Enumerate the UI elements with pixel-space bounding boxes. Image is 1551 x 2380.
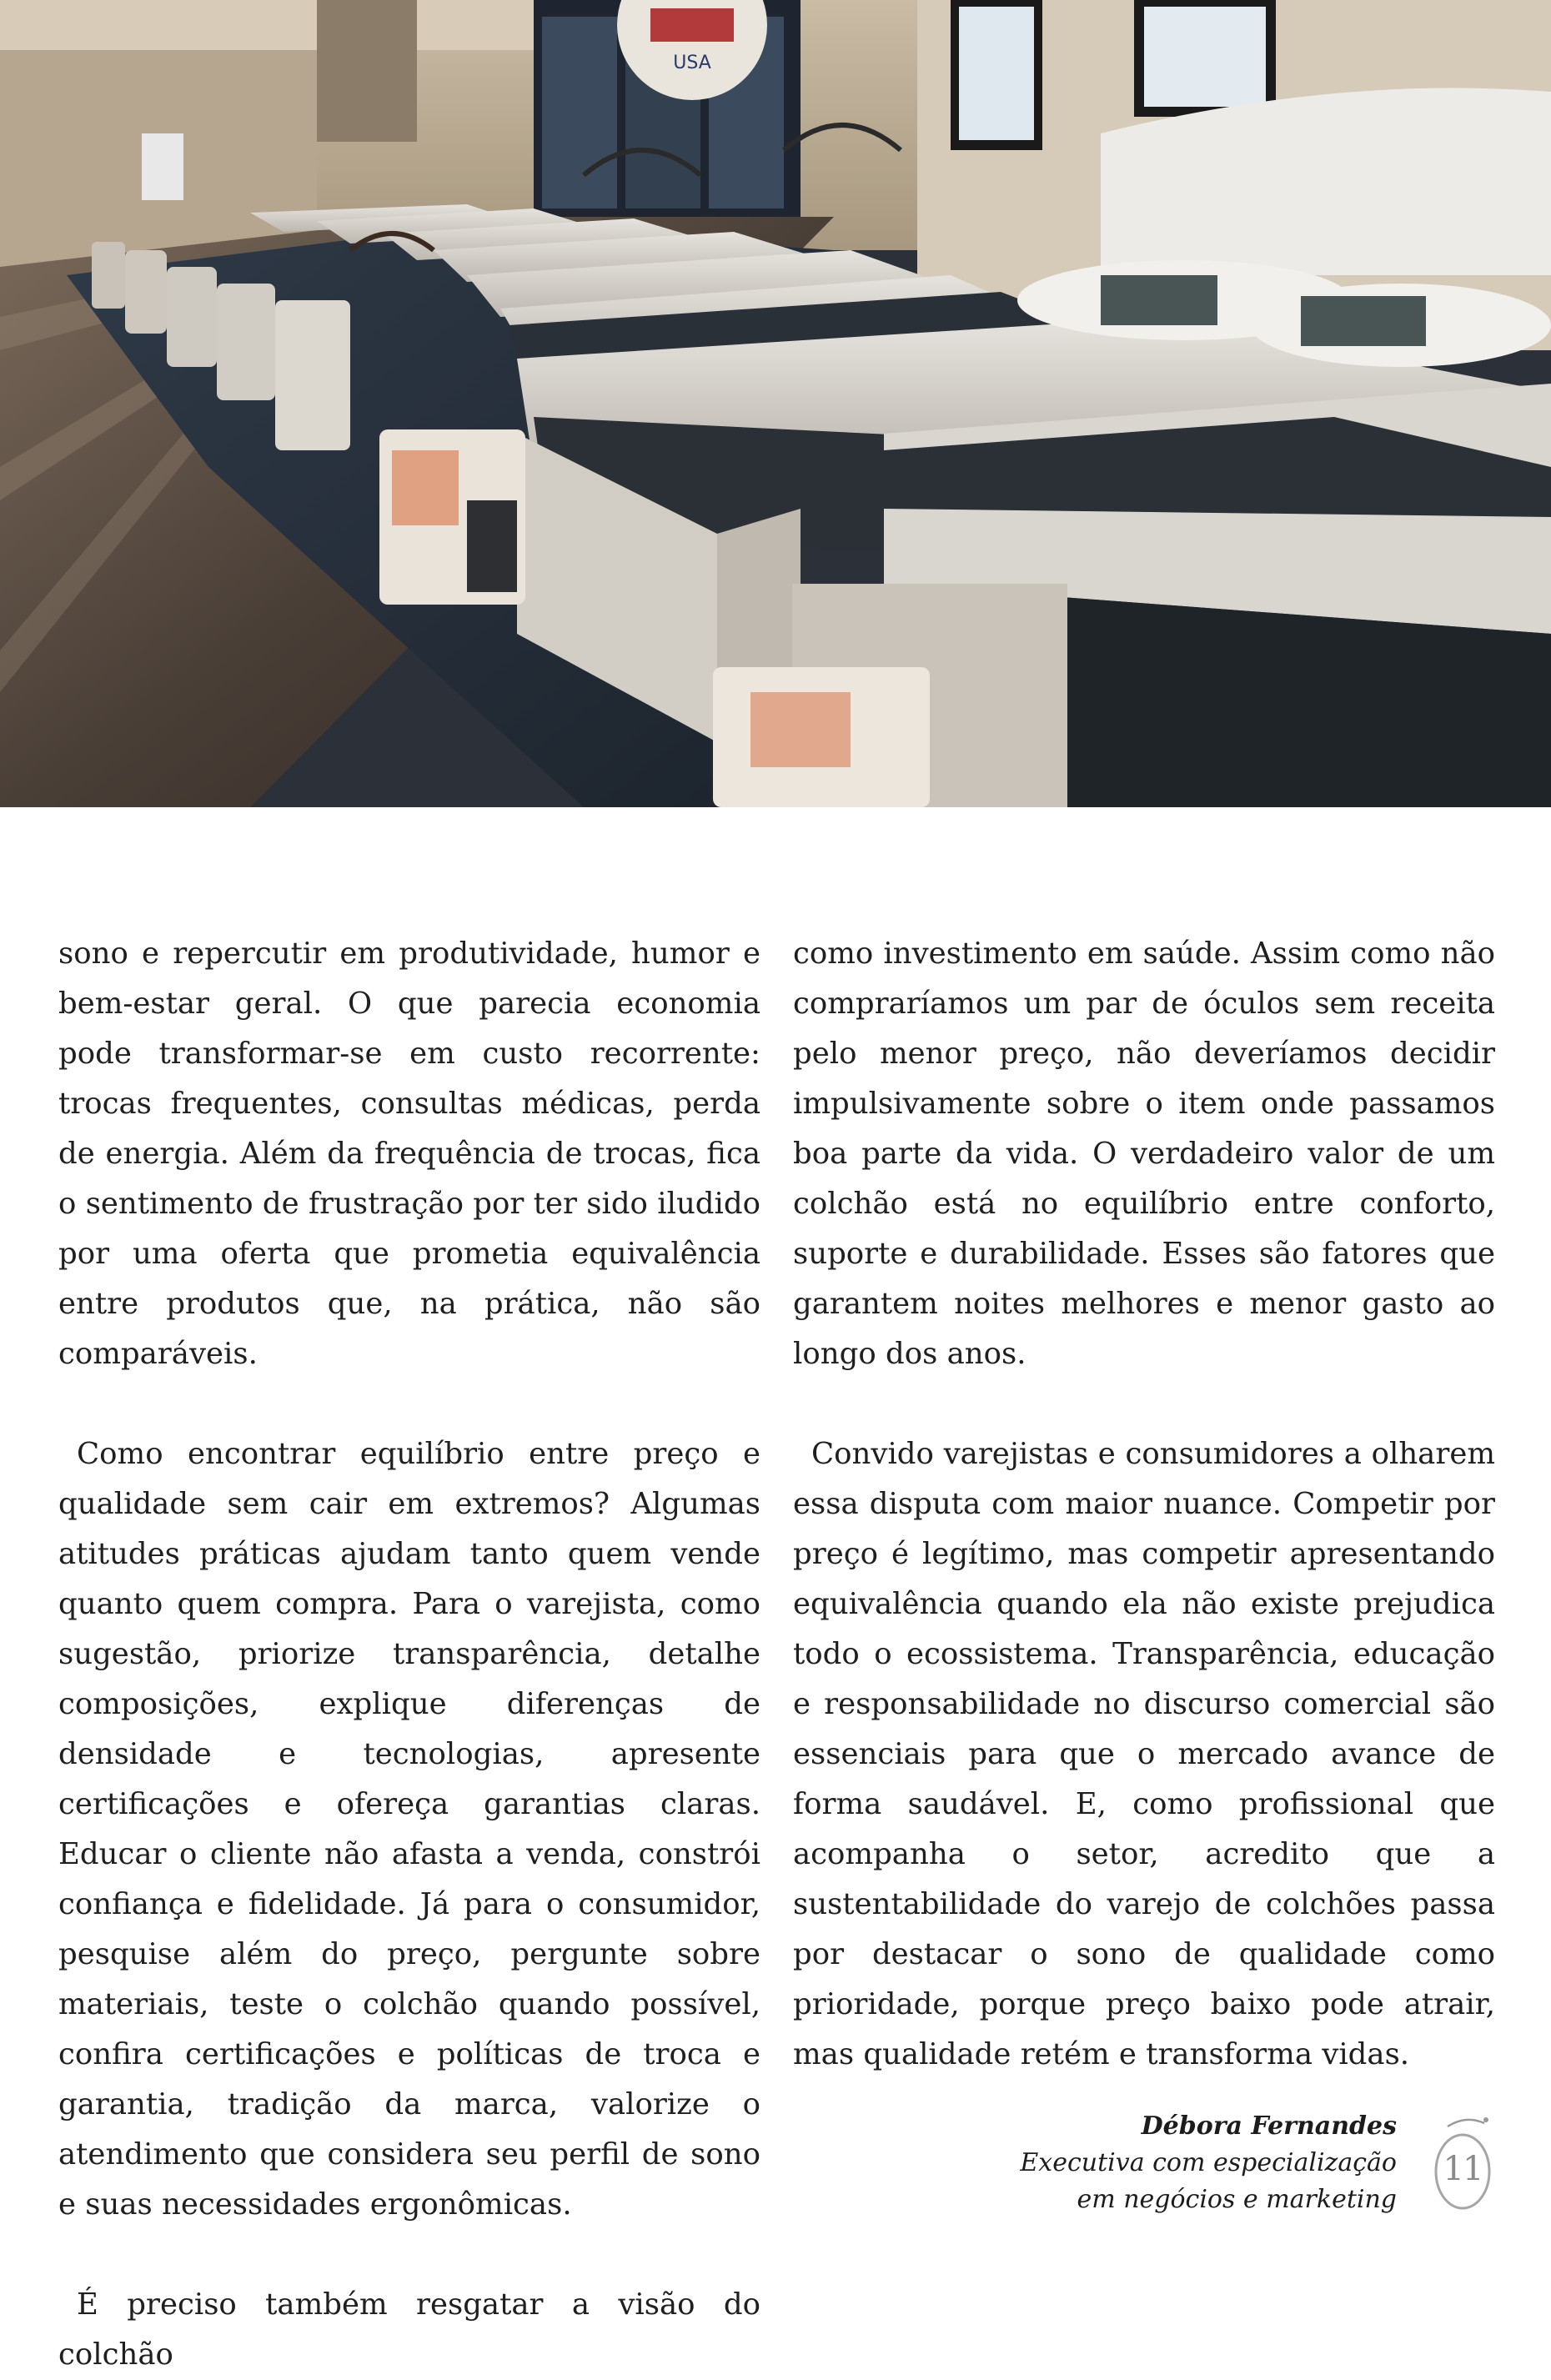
author-signature: [1020, 2108, 1397, 2218]
page-number-badge: [1433, 2111, 1493, 2215]
paragraph: como investimento em saúde. Assim como não compraríamos um par de óculos sem receita pelo menor preço, não deveríamos decidir impulsivamente sobre o item onde passamos boa parte da vida. O verdadeiro valor de um colchão está no equilíbrio entre conforto, suporte e durabilidade. Esses são fatores que garantem noites melhores e menor gasto ao longo dos anos.: [793, 936, 1495, 1371]
paragraph: Como encontrar equilíbrio entre preço e qualidade sem cair em extremos? Algumas atitudes práticas ajudam tanto quem vende quanto quem compra. Para o varejista, como sugestão, priorize transparência, detalhe composições, explique diferenças de densidade e tecnologias, apresente certificações e ofereça garantias claras. Educar o cliente não afasta a venda, constrói confiança e fidelidade. Já para o consumidor, pesquise além do preço, pergunte sobre materiais, teste o colchão quando possível, confira certificações e políticas de troca e garantia, tradição da marca, valorize o atendimento que considera seu perfil de sono e suas necessidades ergonômicas.: [58, 1437, 760, 2222]
paragraph: Convido varejistas e consumidores a olharem essa disputa com maior nuance. Competir por preço é legítimo, mas competir apresentando equivalência quando ela não existe prejudica todo o ecossistema. Transparência, educação e responsabilidade no discurso comercial são essenciais para que o mercado avance de forma saudável. E, como profissional que acompanha o setor, acredito que a sustentabilidade do varejo de colchões passa por destacar o sono de qualidade como prioridade, porque preço baixo pode atrair, mas qualidade retém e transforma vidas.: [793, 1437, 1495, 2071]
mattress-showroom-photo: [0, 0, 1551, 807]
paragraph: sono e repercutir em produtividade, humor e bem-estar geral. O que parecia economia pode transformar-se em custo recorrente: trocas frequentes, consultas médicas, perda de energia. Além da frequência de trocas, fica o sentimento de frustração por ter sido iludido por uma oferta que prometia equivalência entre produtos que, na prática, não são comparáveis.: [58, 936, 760, 1371]
author-title-line2: em negócios e marketing: [1077, 2185, 1397, 2214]
author-title-line1: Executiva com especialização: [1020, 2148, 1397, 2177]
article-column-left: [58, 929, 760, 2380]
header-photo: [0, 0, 1551, 807]
page-number: 11: [1443, 2150, 1483, 2188]
usa-sign-text: USA: [673, 53, 711, 73]
author-name: Débora Fernandes: [1141, 2111, 1397, 2141]
paragraph: É preciso também resgatar a visão do colchão: [58, 2287, 760, 2372]
article-column-right: [793, 929, 1495, 2080]
